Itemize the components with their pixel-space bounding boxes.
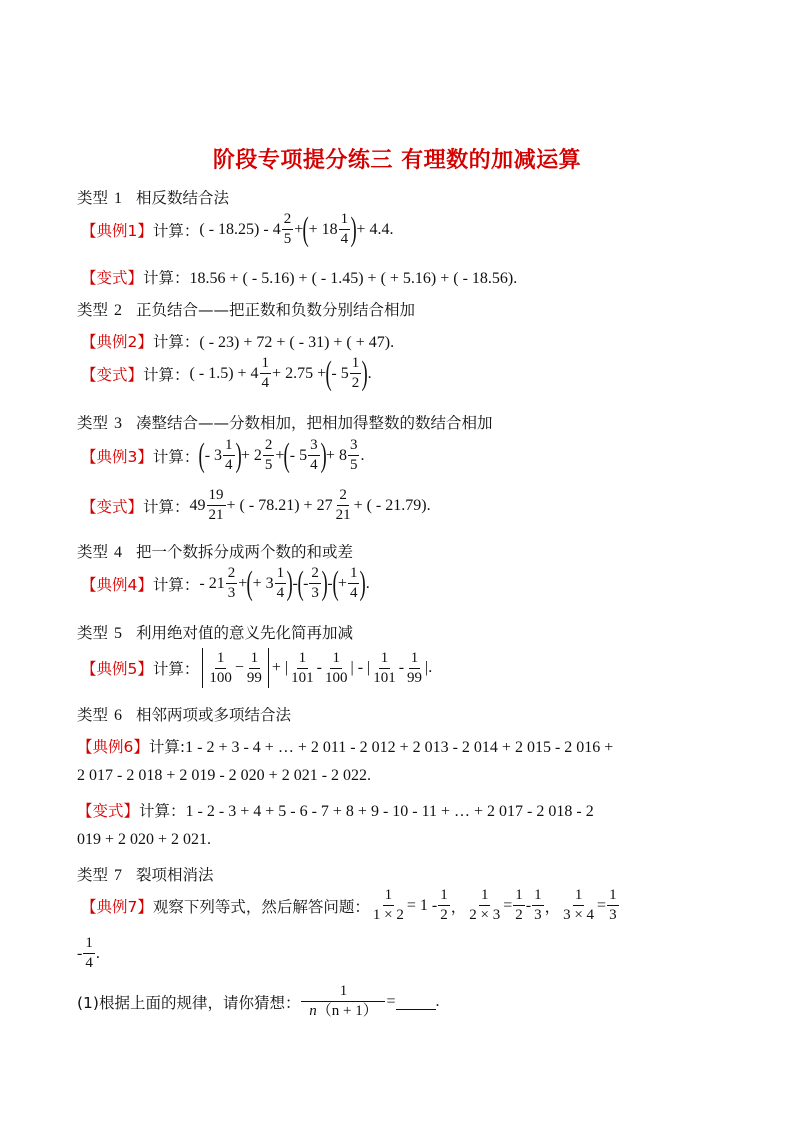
type-number: 3 xyxy=(114,415,123,432)
type-label: 类型 xyxy=(77,706,109,724)
expr-part: - 5 xyxy=(331,364,349,382)
type-name: 裂项相消法 xyxy=(136,866,214,884)
variant-tag: 【变式】 xyxy=(81,269,144,287)
type-name: 相邻两项或多项结合法 xyxy=(136,706,292,724)
expr-part: |. xyxy=(425,659,433,676)
expr-part: . xyxy=(367,364,372,382)
expr-part: | - | xyxy=(350,659,371,676)
expr-part: - xyxy=(77,944,83,962)
fraction: $\frac{2}{21}$ xyxy=(335,487,351,523)
example-tag: 【典例3】 xyxy=(81,447,153,466)
expr: 019 + 2 020 + 2 021. xyxy=(77,831,212,848)
variant-2 xyxy=(81,356,372,391)
type-number: 5 xyxy=(114,625,123,642)
variant-6-line-2 xyxy=(77,831,211,849)
type-name: 相反数结合法 xyxy=(136,189,230,207)
expr-part: ， xyxy=(450,897,467,916)
example-tag: 【典例6】 xyxy=(77,738,149,756)
page-title: 阶段专项提分练三 有理数的加减运算 xyxy=(212,148,582,173)
expr-part: + xyxy=(238,574,248,592)
type-label: 类型 xyxy=(77,543,109,561)
expr-part: ， xyxy=(544,897,561,916)
fraction: $\frac{2}{5}$ xyxy=(264,437,273,473)
left-paren: ( xyxy=(332,564,339,602)
type-2-heading xyxy=(77,298,415,320)
right-paren: ) xyxy=(320,436,327,474)
fraction: $\frac{1}{4}$ xyxy=(340,211,349,247)
expr: ( - 23) + 72 + ( - 31) + ( + 47). xyxy=(199,334,395,351)
variant-3 xyxy=(81,488,431,523)
fraction: $\frac{1}{4}$ xyxy=(349,565,358,601)
fraction: $\frac{3}{5}$ xyxy=(349,437,358,473)
variant-tag: 【变式】 xyxy=(81,365,144,384)
fraction: $\frac{1}{101}$ xyxy=(373,649,396,686)
fraction: $\frac{1}{2}$ xyxy=(515,887,523,923)
example-2 xyxy=(81,330,394,352)
type-label: 类型 xyxy=(77,624,109,642)
type-name: 正负结合——把正数和负数分别结合相加 xyxy=(136,301,416,319)
expr-part: + 2 xyxy=(240,446,262,464)
type-7-heading xyxy=(77,863,214,885)
fraction: $\frac{1}{n(n + 1)}$ xyxy=(301,984,385,1019)
type-number: 7 xyxy=(114,867,123,884)
fraction: $\frac{1}{3}$ xyxy=(609,887,617,923)
expr-part: ( - 18.25) - 4 xyxy=(199,220,281,238)
type-number: 2 xyxy=(114,302,123,319)
fraction: $\frac{1}{100}$ xyxy=(324,649,348,686)
fraction: $\frac{1}{3 \times 4}$ xyxy=(563,887,595,923)
fraction: $\frac{1}{101}$ xyxy=(291,649,314,686)
expr: 18.56 + ( - 5.16) + ( - 1.45) + ( + 5.16) + ( - 18.56). xyxy=(189,270,518,287)
right-paren: ) xyxy=(361,354,369,392)
fraction: $\frac{1}{4}$ xyxy=(225,437,233,473)
expr-part: 观察下列等式，然后解答问题： xyxy=(152,897,370,916)
fraction: $\frac{1}{99}$ xyxy=(246,649,262,686)
expr-part: - xyxy=(525,896,532,914)
abs-bar xyxy=(202,648,203,688)
expr-part: − xyxy=(234,659,244,676)
type-4-heading xyxy=(77,540,353,562)
type-label: 类型 xyxy=(77,414,109,432)
example-5 xyxy=(81,648,432,688)
fraction: $\frac{2}{3}$ xyxy=(311,565,319,601)
expr-part: + 3 xyxy=(252,574,274,592)
question-1 xyxy=(77,984,440,1019)
type-3-heading xyxy=(77,411,493,433)
type-label: 类型 xyxy=(77,866,109,884)
fraction: $\frac{1}{99}$ xyxy=(407,649,423,686)
type-name: 利用绝对值的意义先化简再加减 xyxy=(136,624,354,642)
example-tag: 【典例2】 xyxy=(81,333,153,351)
expr-part: + ( - 21.79). xyxy=(353,496,431,514)
type-number: 1 xyxy=(114,190,123,207)
fraction: $\frac{1}{2 \times 3}$ xyxy=(469,887,501,923)
expr-part: + xyxy=(294,220,304,238)
expr-part: = xyxy=(386,992,396,1010)
expr: 2 017 - 2 018 + 2 019 - 2 020 + 2 021 - 2 022. xyxy=(77,767,372,784)
calc-label: 计算： xyxy=(152,447,200,466)
right-paren: ) xyxy=(286,564,293,602)
right-paren: ) xyxy=(321,564,328,602)
expr-part: + | xyxy=(271,659,289,676)
fraction: $\frac{1}{4}$ xyxy=(261,355,270,391)
calc-label: 计算： xyxy=(152,660,200,678)
calc-label: 计算： xyxy=(152,333,200,351)
type-1-heading xyxy=(77,186,229,208)
calc-label: 计算： xyxy=(139,802,186,820)
expr-part: - 5 xyxy=(289,446,308,464)
type-name: 把一个数拆分成两个数的和或差 xyxy=(136,543,354,561)
left-paren: ( xyxy=(283,436,291,474)
variant-tag: 【变式】 xyxy=(81,497,144,516)
type-label: 类型 xyxy=(77,301,109,319)
example-tag: 【典例1】 xyxy=(81,221,153,240)
calc-label: 计算： xyxy=(143,269,190,287)
type-number: 6 xyxy=(114,707,123,724)
example-6-line-1 xyxy=(77,735,613,757)
fraction: $\frac{1}{4}$ xyxy=(276,565,285,601)
type-number: 4 xyxy=(114,544,123,561)
type-5-heading xyxy=(77,621,353,643)
fraction: $\frac{19}{21}$ xyxy=(208,487,224,523)
variant-6-line-1 xyxy=(77,799,594,821)
answer-blank[interactable] xyxy=(396,993,436,1010)
calc-label: 计算: xyxy=(148,738,186,756)
example-tag: 【典例4】 xyxy=(81,575,153,594)
left-paren: ( xyxy=(198,436,206,474)
left-paren: ( xyxy=(246,564,254,602)
fraction: $\frac{1}{3}$ xyxy=(534,887,542,923)
variant-1 xyxy=(81,266,517,288)
right-paren: ) xyxy=(350,210,357,248)
right-paren: ) xyxy=(359,564,367,602)
calc-label: 计算： xyxy=(143,365,190,384)
calc-label: 计算： xyxy=(152,575,200,594)
expr-part: . xyxy=(360,446,365,464)
left-paren: ( xyxy=(302,210,310,248)
expr-part: - xyxy=(303,574,309,592)
expr-part: 49 xyxy=(189,496,206,514)
expr-part: = xyxy=(503,896,513,914)
fraction: $\frac{1}{2}$ xyxy=(440,887,448,923)
left-paren: ( xyxy=(325,354,332,392)
expr-part: - xyxy=(292,574,298,592)
expr-part: - 3 xyxy=(204,446,223,464)
expr-part: + 2.75 + xyxy=(272,364,327,382)
expr-part: - xyxy=(327,574,333,592)
expr-part: ( - 1.5) + 4 xyxy=(189,364,259,382)
fraction: $\frac{3}{4}$ xyxy=(310,437,318,473)
expr-part: + 4.4. xyxy=(356,220,394,238)
expr-part: + xyxy=(275,446,285,464)
abs-bar xyxy=(268,648,269,688)
expr-part: + 18 xyxy=(308,220,338,238)
type-label: 类型 xyxy=(77,189,109,207)
expr-part: . xyxy=(435,992,440,1010)
example-7 xyxy=(81,888,620,923)
expr-part: . xyxy=(365,574,370,592)
type-6-heading xyxy=(77,703,291,725)
right-paren: ) xyxy=(235,436,242,474)
example-1 xyxy=(81,212,393,247)
type-name: 凑整结合——分数相加，把相加得整数的数结合相加 xyxy=(136,414,493,432)
fraction: $\frac{2}{3}$ xyxy=(227,565,236,601)
example-tag: 【典例5】 xyxy=(81,660,153,678)
left-paren: ( xyxy=(297,564,304,602)
example-6-line-2 xyxy=(77,767,371,785)
example-4 xyxy=(81,566,370,601)
example-7-line-2 xyxy=(77,936,100,971)
fraction: $\frac{1}{100}$ xyxy=(209,649,232,686)
expr-part: + 8 xyxy=(325,446,347,464)
expr: 1 - 2 - 3 + 4 + 5 - 6 - 7 + 8 + 9 - 10 - 11 + … + 2 017 - 2 018 - 2 xyxy=(185,803,594,820)
fraction: $\frac{2}{5}$ xyxy=(283,211,292,247)
expr-part: = 1 - xyxy=(406,896,438,914)
expr-part: - 21 xyxy=(199,574,225,592)
variant-tag: 【变式】 xyxy=(77,802,140,820)
expr: 1 - 2 + 3 - 4 + … + 2 011 - 2 012 + 2 013 - 2 014 + 2 015 - 2 016 + xyxy=(185,739,614,756)
example-3 xyxy=(81,438,364,473)
example-tag: 【典例7】 xyxy=(81,897,153,916)
question-text: (1)根据上面的规律，请你猜想： xyxy=(77,993,301,1012)
calc-label: 计算： xyxy=(143,497,190,516)
expr-part: . xyxy=(95,944,100,962)
fraction: $\frac{1}{2}$ xyxy=(351,355,360,391)
calc-label: 计算： xyxy=(152,221,200,240)
expr-part: + xyxy=(337,574,347,592)
expr-part: - xyxy=(398,659,405,676)
fraction: $\frac{1}{1 \times 2}$ xyxy=(372,887,404,923)
fraction: $\frac{1}{4}$ xyxy=(85,935,93,971)
expr-part: = xyxy=(597,896,607,914)
expr-part: - xyxy=(316,659,322,676)
expr-part: + ( - 78.21) + 27 xyxy=(226,496,333,514)
